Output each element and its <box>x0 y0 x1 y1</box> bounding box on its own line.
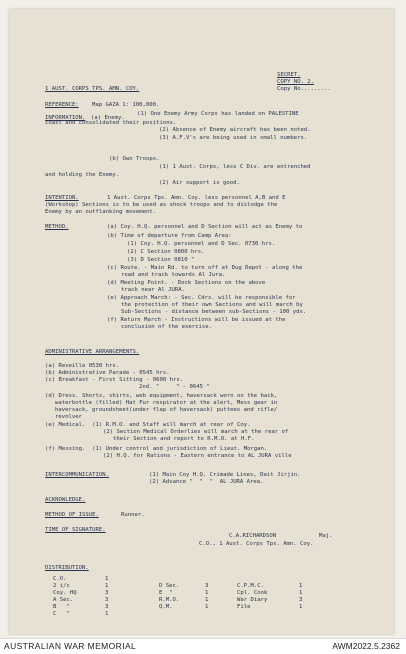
method-of-issue-value: Runner. <box>121 512 145 518</box>
info-a-label: (a) Enemy. <box>91 115 125 121</box>
secret-stamp: SECRET. <box>277 72 301 78</box>
method-e3: Sub-Sections - distance between sub-Sections - 100 yds. <box>121 309 307 315</box>
method-d1: (d) Meeting Point. - Dock Sections on the above <box>107 280 266 286</box>
method-f2: conclusion of the exercise. <box>121 324 212 330</box>
admin-d1: (d) Dress. Shorts, shirts, web equipment, haversack worn on the back, <box>45 393 278 399</box>
acknowledge-label: ACKNOWLEDGE. <box>45 497 86 503</box>
dist-row-v: 3 <box>105 597 109 603</box>
dist-row-k: R.M.O. <box>159 597 180 603</box>
intercomm-label: INTERCOMMUNICATION. <box>45 472 109 478</box>
method-b3: (3) D Section 0810 " <box>127 257 195 263</box>
dist-row-v: 1 <box>205 604 209 610</box>
admin-d2: waterbottle (filled) Hat Fur respirator at the alert, Mess gear in <box>55 400 278 406</box>
admin-d4: revolver <box>55 414 82 420</box>
dist-row-k: E " <box>159 590 173 596</box>
method-label: METHOD. <box>45 224 69 230</box>
intention-label: INTENTION. <box>45 195 79 201</box>
method-d2: track near Al JURA. <box>121 287 185 293</box>
dist-row-v: 3 <box>205 583 209 589</box>
method-e1: (e) Approach March: - Sec. Cdrs. will be responsible for <box>107 295 296 301</box>
method-of-issue-label: METHOD OF ISSUE. <box>45 512 99 518</box>
dist-row-v: 1 <box>205 590 209 596</box>
info-a2: (2) Absence of Enemy aircraft has been noted. <box>159 127 311 133</box>
admin-d3: haversack, groundsheet(under flap of haversack) puttees and rifle/ <box>55 407 278 413</box>
distribution-label: DISTRIBUTION. <box>45 565 89 571</box>
dist-row-k: 2 i/c <box>53 583 70 589</box>
admin-e1: (e) Medical. (1) R.M.O. and Staff will march at rear of Coy. <box>45 422 251 428</box>
admin-f2: (2) H.Q. for Rations - Eastern entrance to AL JURA ville <box>103 453 292 459</box>
dist-row-v: 3 <box>105 604 109 610</box>
dist-row-v: 1 <box>105 583 109 589</box>
admin-label: ADMINISTRATIVE ARRANGEMENTS. <box>45 349 140 355</box>
dist-row-k: C.O. <box>53 576 67 582</box>
method-f1: (f) Return March - Instructions will be issued at the <box>107 317 286 323</box>
time-of-signature-label: TIME OF SIGNATURE. <box>45 527 106 533</box>
dist-row-v: 1 <box>105 576 109 582</box>
reference-text: Map GAZA 1: 100,000. <box>92 102 160 108</box>
dist-row-k: B " <box>53 604 70 610</box>
method-c2: road and track towards Al Jura. <box>121 272 226 278</box>
dist-row-v: 1 <box>299 604 303 610</box>
copy-no-label: Copy No......... <box>277 86 331 92</box>
intention-l2: (Workshop) Sections is to be used as shock troops and to dislodge the <box>45 202 278 208</box>
dist-row-v: 1 <box>299 590 303 596</box>
method-a: (a) Coy. H.Q. personnel and D Section will act as Enemy to <box>107 224 303 230</box>
dist-row-k: Coy. HQ <box>53 590 77 596</box>
dist-row-k: C.P.M.C. <box>237 583 264 589</box>
dist-row-v: 3 <box>299 597 303 603</box>
admin-e3: their Section and report to R.M.O. at H.F. <box>113 436 255 442</box>
footer-accession-number: AWM2022.5.2362 <box>332 641 400 651</box>
admin-c2: 2nd. " " - 0645 " <box>139 384 210 390</box>
dist-row-k: Cpl. Cook <box>237 590 268 596</box>
dist-row-v: 3 <box>105 590 109 596</box>
dist-row-k: D Sec. <box>159 583 180 589</box>
info-a1: (1) One Enemy Army Corps has landed on PALESTINE <box>137 111 299 117</box>
info-b1b: and holding the Enemy. <box>45 172 120 178</box>
info-b2: (2) Air support is good. <box>159 180 240 186</box>
method-b2: (2) C Section 0800 hrs. <box>127 249 205 255</box>
signatory-name: C.A.RICHARDSON <box>229 533 277 539</box>
information-label: INFORMATION. <box>45 115 86 121</box>
dist-row-k: C " <box>53 611 70 617</box>
signatory-title: C.O., 1 Aust. Corps Tps. Amn. Coy. <box>199 541 314 547</box>
intercomm-l2: (2) Advance " " " AL JURA Area. <box>149 479 264 485</box>
info-b1: (1) 1 Aust. Corps, less C Div. are entrenched <box>159 164 311 170</box>
dist-row-v: 1 <box>299 583 303 589</box>
dist-row-k: Q.M. <box>159 604 173 610</box>
info-a3: (3) A.F.V's are being used in small numbers. <box>159 135 308 141</box>
signatory-rank: Maj. <box>319 533 333 539</box>
method-b: (b) Time of departure from Camp Area: <box>107 233 232 239</box>
archive-footer <box>0 638 406 654</box>
method-c1: (c) Route. - Main Rd. to turn off at Dug Depot - along the <box>107 265 303 271</box>
dist-row-k: War Diary <box>237 597 268 603</box>
method-e2: the protection of their own Sections and will march by <box>121 302 303 308</box>
reference-label: REFERENCE: <box>45 102 79 108</box>
method-b1: (1) Coy. H.Q. personnel and D Sec. 0730 hrs. <box>127 241 276 247</box>
admin-b: (b) Administrative Parade - 0545 hrs. <box>45 370 170 376</box>
dist-row-k: File <box>237 604 251 610</box>
intention-l1: 1 Aust. Corps Tps. Amn. Coy. less personnel A,B and E <box>107 195 286 201</box>
intercomm-l1: (1) Main Coy H.Q. Crimade Lines, Dait Jirjin. <box>149 472 301 478</box>
admin-f1: (f) Messing. (1) Under control and jurisdiction of Lieut. Morgan. <box>45 446 268 452</box>
copy-number: COPY NO. 2. <box>277 79 315 85</box>
admin-e2: (2) Section Medical Orderlies will march at the rear of <box>103 429 289 435</box>
admin-a: (a) Reveille 0530 hrs. <box>45 363 120 369</box>
dist-row-v: 1 <box>205 597 209 603</box>
document-title: 1 AUST. CORPS TPS. AMN. COY. <box>45 86 140 92</box>
footer-institution: AUSTRALIAN WAR MEMORIAL <box>4 641 137 651</box>
dist-row-k: A Sec. <box>53 597 74 603</box>
info-b-label: (b) Own Troops. <box>109 156 160 162</box>
admin-c1: (c) Breakfast - First Sitting - 0600 hrs. <box>45 377 184 383</box>
info-a1b: coast and consolidated their positions. <box>45 120 177 126</box>
dist-row-v: 1 <box>105 611 109 617</box>
intention-l3: Enemy by an outflanking movement. <box>45 209 157 215</box>
document-page <box>9 9 394 634</box>
